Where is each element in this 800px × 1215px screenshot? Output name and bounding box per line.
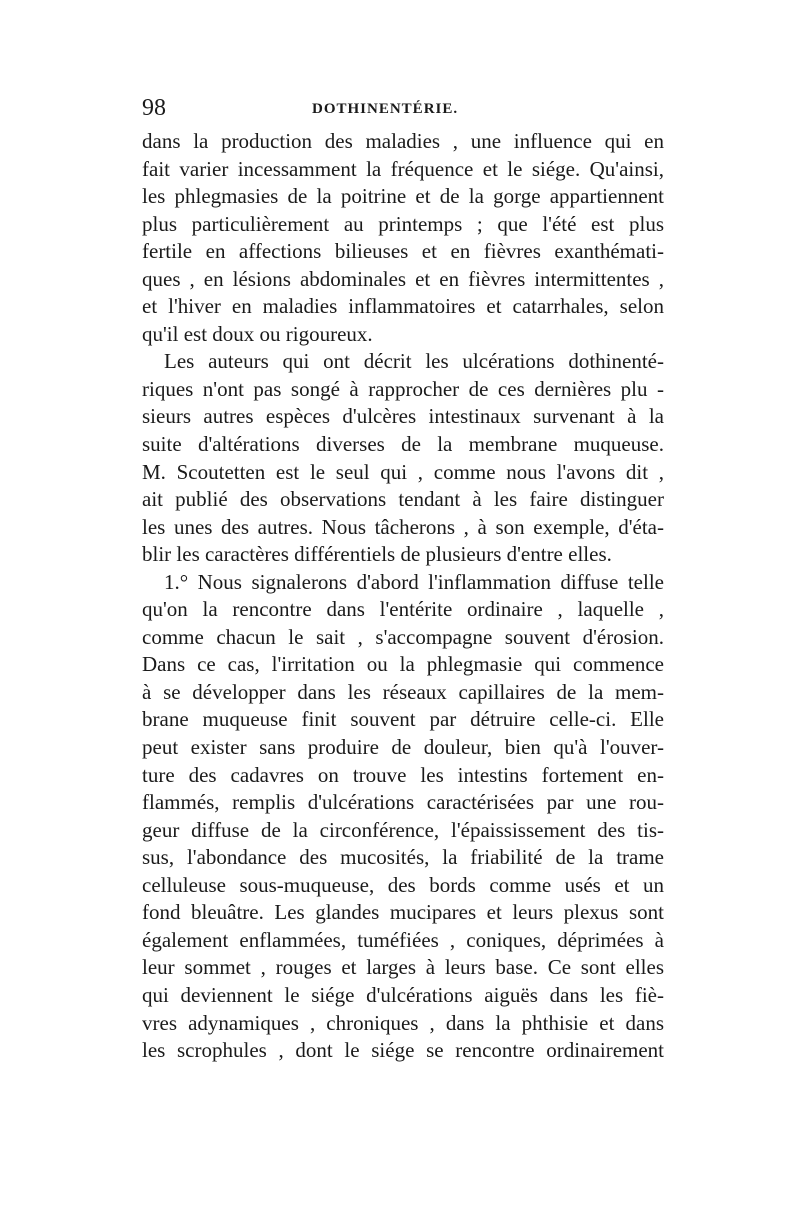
text-line: fond bleuâtre. Les glandes mucipares et leurs plexus sont bbox=[142, 900, 664, 925]
text-line: M. Scoutetten est le seul qui , comme nous l'avons dit , bbox=[142, 459, 664, 484]
page-number: 98 bbox=[142, 95, 166, 121]
text-line: les phlegmasies de la poitrine et de la gorge appartiennent bbox=[142, 184, 664, 209]
text-line: brane muqueuse finit souvent par détruire celle-ci. Elle bbox=[142, 707, 664, 732]
text-line: les unes des autres. Nous tâcherons , à son exemple, d'éta- bbox=[142, 514, 664, 539]
text-line: sus, l'abondance des mucosités, la friabilité de la trame bbox=[142, 845, 664, 870]
text-line: plus particulièrement au printemps ; que l'été est plus bbox=[142, 211, 664, 236]
text-line: sieurs autres espèces d'ulcères intestinaux survenant à la bbox=[142, 404, 664, 429]
body-text bbox=[142, 128, 664, 1065]
text-line: Dans ce cas, l'irritation ou la phlegmasie qui commence bbox=[142, 652, 664, 677]
text-line: vres adynamiques , chroniques , dans la phthisie et dans bbox=[142, 1010, 664, 1035]
text-line: qu'on la rencontre dans l'entérite ordinaire , laquelle , bbox=[142, 597, 664, 622]
text-line: flammés, remplis d'ulcérations caractérisées par une rou- bbox=[142, 790, 664, 815]
text-line: celluleuse sous-muqueuse, des bords comme usés et un bbox=[142, 872, 664, 897]
text-line: geur diffuse de la circonférence, l'épaississement des tis- bbox=[142, 817, 664, 842]
text-line: ait publié des observations tendant à les faire distinguer bbox=[142, 487, 664, 512]
text-line: leur sommet , rouges et larges à leurs base. Ce sont elles bbox=[142, 955, 664, 980]
text-line: peut exister sans produire de douleur, bien qu'à l'ouver- bbox=[142, 735, 664, 760]
text-line: également enflammées, tuméfiées , coniques, déprimées à bbox=[142, 927, 664, 952]
text-line: blir les caractères différentiels de plusieurs d'entre elles. bbox=[142, 542, 612, 567]
text-line: Les auteurs qui ont décrit les ulcérations dothinenté- bbox=[164, 349, 664, 374]
text-line: comme chacun le sait , s'accompagne souvent d'érosion. bbox=[142, 624, 664, 649]
page-header bbox=[142, 96, 662, 120]
text-line: à se développer dans les réseaux capillaires de la mem- bbox=[142, 679, 664, 704]
text-line: riques n'ont pas songé à rapprocher de ces dernières plu - bbox=[142, 376, 664, 401]
text-line: qui deviennent le siége d'ulcérations aiguës dans les fiè- bbox=[142, 982, 664, 1007]
text-line: fertile en affections bilieuses et en fièvres exanthémati- bbox=[142, 239, 664, 264]
text-line: 1.° Nous signalerons d'abord l'inflammation diffuse telle bbox=[164, 569, 664, 594]
text-line: et l'hiver en maladies inflammatoires et catarrhales, selon bbox=[142, 294, 664, 319]
text-line: fait varier incessamment la fréquence et le siége. Qu'ainsi, bbox=[142, 156, 664, 181]
text-line: qu'il est doux ou rigoureux. bbox=[142, 321, 373, 346]
text-line: suite d'altérations diverses de la membrane muqueuse. bbox=[142, 432, 664, 457]
running-head: DOTHINENTÉRIE. bbox=[312, 101, 459, 117]
text-line: les scrophules , dont le siége se rencontre ordinairement bbox=[142, 1038, 664, 1063]
text-line: ture des cadavres on trouve les intestins fortement en- bbox=[142, 762, 664, 787]
text-line: ques , en lésions abdominales et en fièvres intermittentes , bbox=[142, 266, 664, 291]
text-line: dans la production des maladies , une influence qui en bbox=[142, 129, 664, 153]
